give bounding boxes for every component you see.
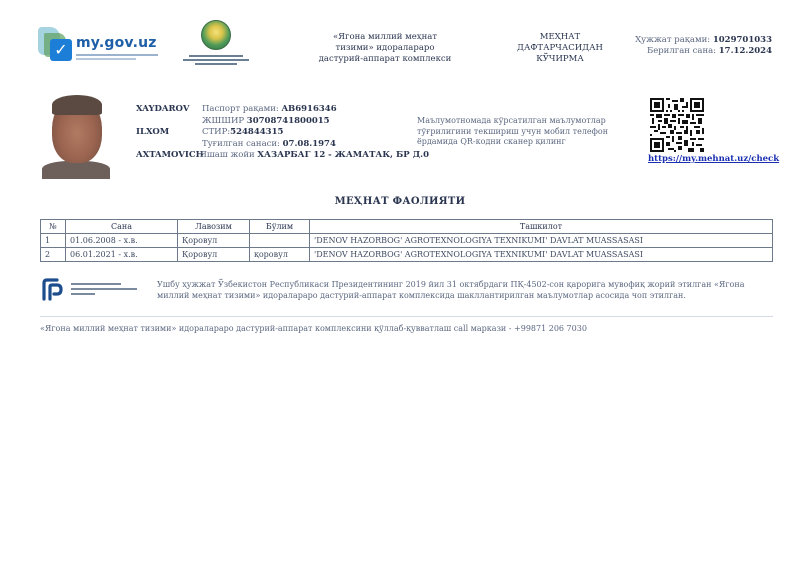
issue-date-value: 17.12.2024 xyxy=(718,46,772,56)
org-title-line: дастурий-аппарат комплекси xyxy=(318,54,452,64)
cell-number: 1 xyxy=(41,234,66,248)
cell-department xyxy=(250,234,310,248)
birth-date-label: Туғилган санаси: xyxy=(202,138,280,149)
checkmark-icon: ✓ xyxy=(50,39,72,61)
cell-department: қоровул xyxy=(250,248,310,262)
table-header-row xyxy=(41,220,773,234)
issue-date-label: Берилган сана: xyxy=(646,46,717,56)
mygov-subtitle-line xyxy=(76,54,158,56)
passport-value: AB6916346 xyxy=(281,104,337,114)
emblem-caption-line xyxy=(189,55,243,57)
person-details xyxy=(202,104,429,162)
call-center-contact: «Ягона миллий меҳнат тизими» идоралараро дастурий-аппарат комплексини қўллаб-қувватлаш call маркази - +99871 206 7030 xyxy=(40,324,587,333)
cell-date: 06.01.2021 - х.в. xyxy=(66,248,178,262)
ministry-emblem xyxy=(183,20,249,68)
column-header-date: Сана xyxy=(66,220,178,234)
passport-row xyxy=(202,104,429,116)
org-title-line: «Ягона миллий меҳнат xyxy=(332,32,438,42)
address-value: ХАЗАРБАГ 12 - ЖАМАТАК, БР Д.0 xyxy=(257,150,430,160)
ministry-logo-icon xyxy=(41,277,65,301)
first-name: ILXOM xyxy=(136,127,170,137)
column-header-position: Лавозим xyxy=(178,220,250,234)
document-title xyxy=(500,32,620,65)
tin-value: 524844315 xyxy=(230,127,284,137)
table-row xyxy=(41,248,773,262)
qr-notice: Маълумотномада кўрсатилган маълумотлар тўғрилигини текшириш учун мобил телефон ёрдамида QR-кодни скaнер қилинг xyxy=(417,116,609,146)
last-name: XAYDAROV xyxy=(136,104,190,114)
pinfl-label: ЖШШИР xyxy=(202,115,245,126)
person-name xyxy=(136,104,204,162)
patronymic: AXTAMOVICH xyxy=(136,150,204,160)
tin-row xyxy=(202,127,429,139)
cell-position: Қоровул xyxy=(178,248,250,262)
document-title-line: КЎЧИРМА xyxy=(536,54,584,64)
issue-date xyxy=(620,46,772,57)
emblem-caption-line xyxy=(183,59,249,61)
cell-organization: 'DENOV HAZORBOG' AGROTEXNOLOGIYA TEXNIKUMI' DAVLAT MUASSASASI xyxy=(310,248,773,262)
address-label: Яшаш жойи xyxy=(200,150,255,160)
org-title xyxy=(315,32,455,65)
table-row xyxy=(41,234,773,248)
photo-shoulders xyxy=(42,161,110,179)
tin-label: СТИР: xyxy=(202,127,231,137)
section-title: МЕҲНАТ ФАОЛИЯТИ xyxy=(334,196,466,207)
divider xyxy=(40,316,773,317)
state-emblem-icon xyxy=(201,20,231,50)
cell-number: 2 xyxy=(41,248,66,262)
emblem-caption-line xyxy=(195,63,237,65)
cell-organization: 'DENOV HAZORBOG' AGROTEXNOLOGIYA TEXNIKUMI' DAVLAT MUASSASASI xyxy=(310,234,773,248)
birth-date-value: 07.08.1974 xyxy=(282,138,336,149)
column-header-organization: Ташкилот xyxy=(310,220,773,234)
document-number-value: 1029701033 xyxy=(712,35,772,45)
org-title-line: тизими» идоралараро xyxy=(335,43,435,53)
mygov-logo-text: my.gov.uz xyxy=(76,35,157,51)
document-meta xyxy=(620,35,772,57)
column-header-department: Бўлим xyxy=(250,220,310,234)
passport-label: Паспорт рақами: xyxy=(202,104,279,114)
document-title-line: МЕҲНАТ xyxy=(539,32,581,42)
document-number-label: Ҳужжат рақами: xyxy=(635,35,711,45)
person-photo xyxy=(42,95,110,179)
logo-caption-line xyxy=(71,288,137,290)
cell-date: 01.06.2008 - х.в. xyxy=(66,234,178,248)
ministry-logo xyxy=(41,277,151,305)
document-number xyxy=(620,35,772,46)
column-header-number: № xyxy=(41,220,66,234)
birth-date-row xyxy=(202,139,429,151)
document-title-line: ДАФТАРЧАСИДАН xyxy=(517,43,603,53)
legal-note: Ушбу ҳужжат Ўзбекистон Республикаси Президентининг 2019 йил 31 октябрдаги ПҚ-4502-сон қарорига мувофиқ жорий этилган «Ягона миллий меҳнат тизими» идоралараро дастурий-аппарат комплексида шакллантирилган маълумотлар асосида чоп этилган. xyxy=(157,280,745,300)
mygov-logo xyxy=(38,27,168,67)
mygov-subtitle-line xyxy=(76,58,136,60)
pinfl-row xyxy=(202,116,429,128)
logo-caption-line xyxy=(71,293,95,295)
work-history-table xyxy=(40,219,773,262)
address-row xyxy=(200,150,429,162)
pinfl-value: 30708741800015 xyxy=(246,115,330,126)
cell-position: Қоровул xyxy=(178,234,250,248)
logo-caption-line xyxy=(71,283,121,285)
verify-link[interactable]: https://my.mehnat.uz/check xyxy=(648,154,780,164)
qr-code-icon[interactable] xyxy=(650,98,704,152)
photo-hair xyxy=(52,95,102,115)
